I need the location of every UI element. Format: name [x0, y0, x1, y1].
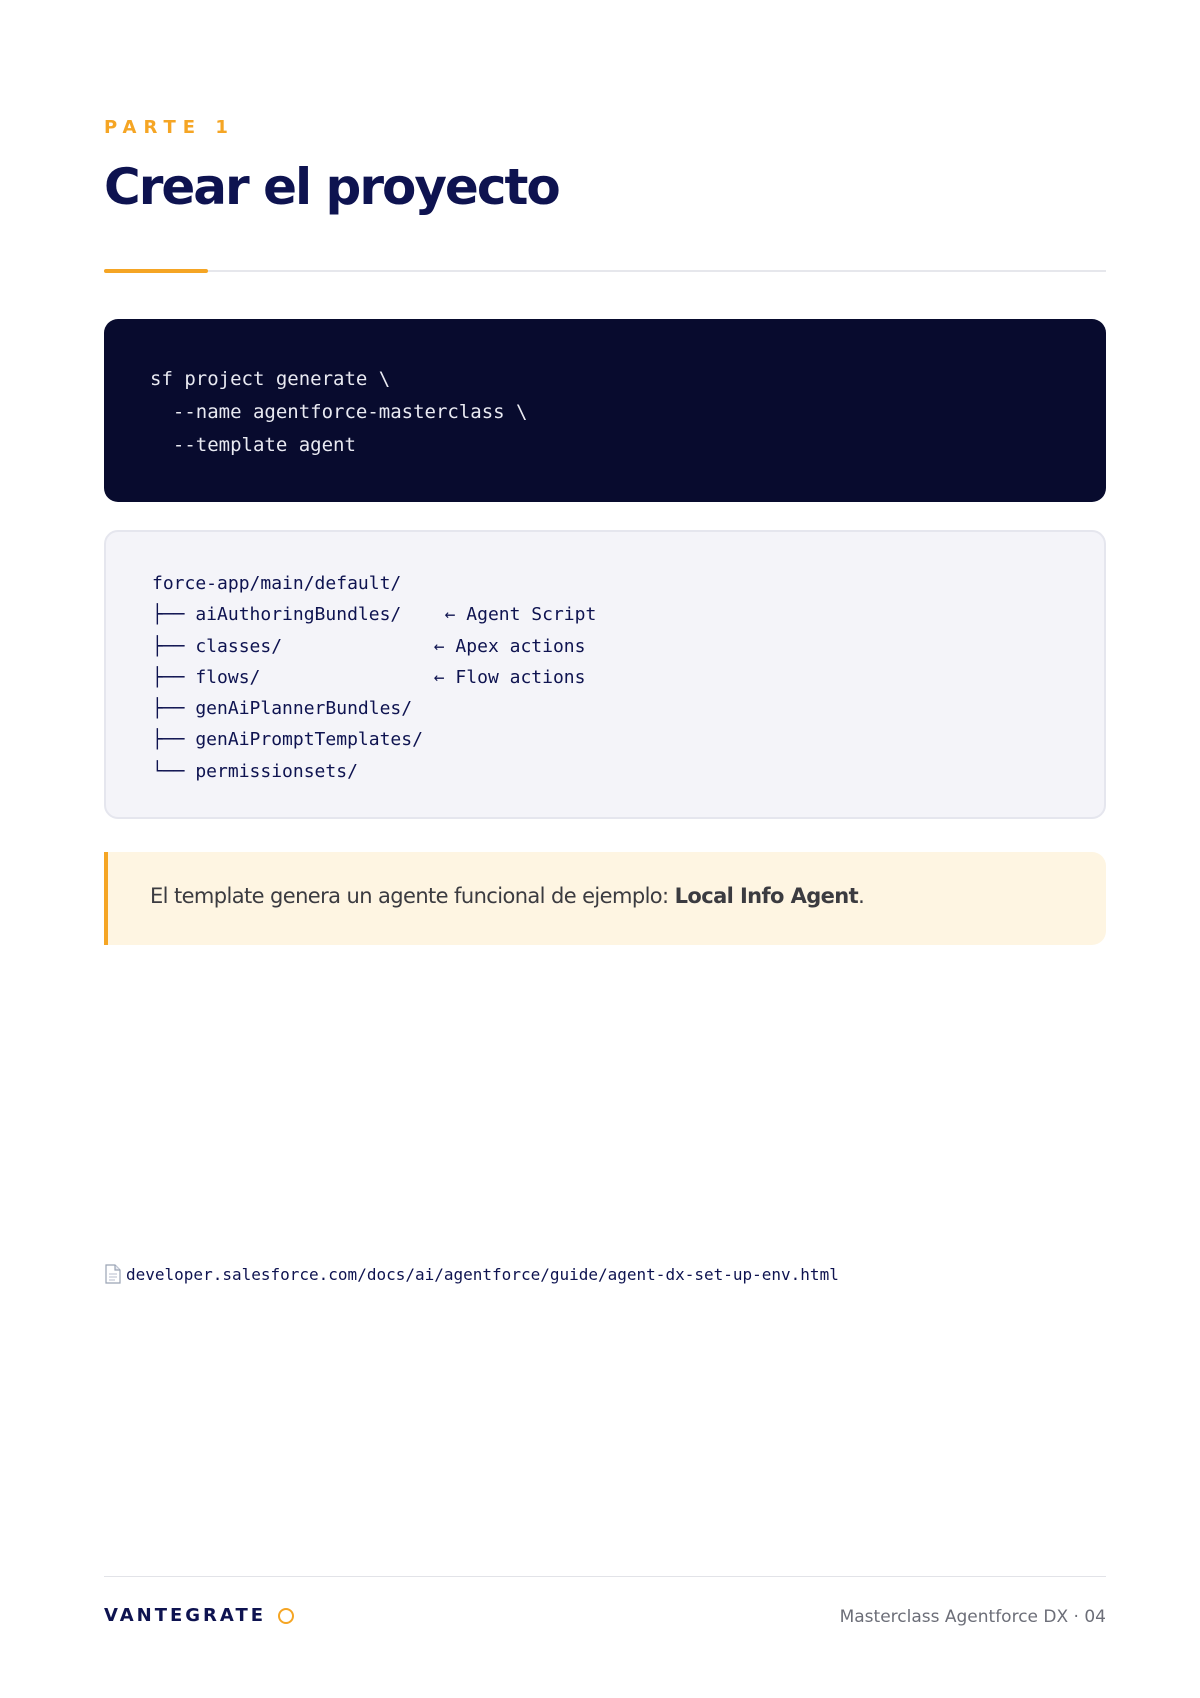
title-divider-accent: [104, 269, 208, 273]
tree-line: ├── aiAuthoringBundles/ ← Agent Script: [152, 604, 597, 626]
info-callout: [104, 852, 1106, 945]
code-line: --name agentforce-masterclass \: [150, 401, 528, 423]
project-tree-block: [104, 530, 1106, 819]
tree-line: force-app/main/default/: [152, 573, 402, 594]
tree-line: ├── flows/ ← Flow actions: [152, 666, 586, 688]
footer-page-label: Masterclass Agentforce DX · 04: [839, 1607, 1106, 1627]
footer-divider: [104, 1576, 1106, 1577]
title-divider: [104, 270, 1106, 272]
tree-line: ├── genAiPromptTemplates/: [152, 729, 423, 751]
brand-name: VANTEGRATE: [104, 1605, 267, 1626]
circle-icon: [278, 1608, 294, 1624]
section-eyebrow: PARTE 1: [104, 117, 235, 138]
command-code-block: [104, 319, 1106, 502]
document-icon: [104, 1264, 122, 1284]
tree-line: ├── classes/ ← Apex actions: [152, 635, 586, 657]
tree-line: └── permissionsets/: [152, 760, 358, 782]
code-line: --template agent: [150, 434, 356, 456]
tree-line: ├── genAiPlannerBundles/: [152, 698, 413, 720]
reference-link[interactable]: [104, 1264, 839, 1284]
callout-text: El template genera un agente funcional de ejemplo:: [150, 884, 675, 908]
document-page: [104, 0, 1106, 1698]
reference-url[interactable]: developer.salesforce.com/docs/ai/agentforce/guide/agent-dx-set-up-env.html: [126, 1264, 839, 1284]
code-line: sf project generate \: [150, 368, 391, 390]
page-title: Crear el proyecto: [104, 158, 559, 216]
callout-emphasis: Local Info Agent: [674, 884, 859, 908]
brand-logo: [104, 1605, 294, 1626]
callout-suffix: .: [858, 884, 865, 908]
